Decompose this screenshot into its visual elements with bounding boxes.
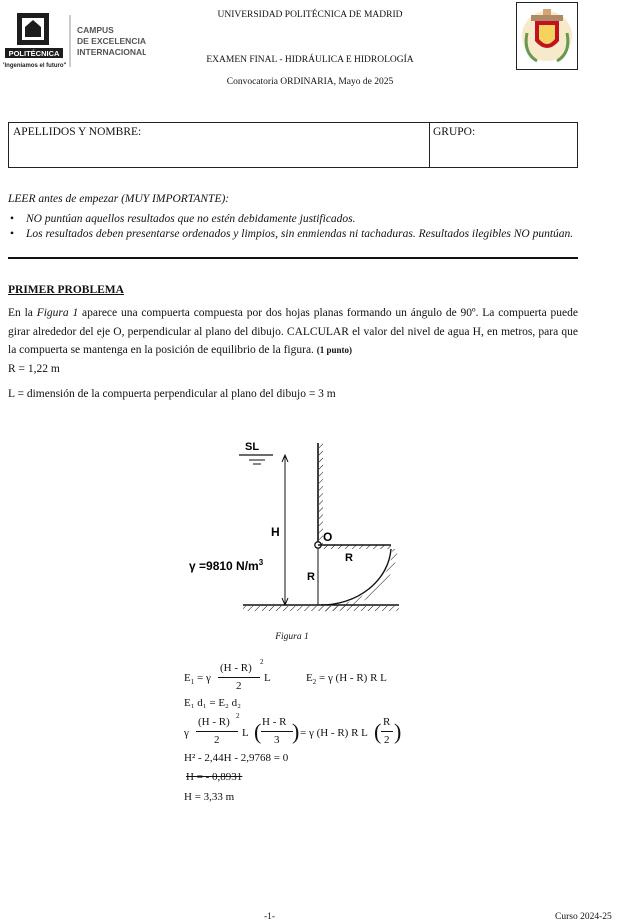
- instructions-list: [8, 212, 578, 242]
- figure-caption: Figura 1: [275, 632, 309, 642]
- h-label: H: [271, 525, 280, 539]
- l-value: L = dimensión de la compuerta perpendicular al plano del dibujo = 3 m: [8, 388, 336, 400]
- sl-label: SL: [245, 441, 260, 453]
- r-vertical-label: R: [307, 571, 315, 583]
- problem-statement: En la Figura 1 aparece una compuerta compuesta por dos hojas planas formando un ángulo de 90º. La compuerta puede girar alrededor del eje O, perpendicular al plano del dibujo. CALCULAR el valor del nivel de agua H, en metros, para que la compuerta se mantenga en la posición de equilibrio de la figura. (1 punto): [8, 307, 579, 356]
- equation-quadratic: H² - 2,44H - 2,9768 = 0: [184, 752, 289, 764]
- gate-figure: [185, 433, 400, 618]
- course-label: Curso 2024-25: [555, 912, 612, 922]
- exam-session: Convocatoria ORDINARIA, Mayo de 2025: [226, 77, 394, 87]
- r-value: R = 1,22 m: [8, 363, 60, 375]
- o-label: O: [323, 530, 333, 544]
- points: (1 punto): [316, 345, 353, 355]
- equation-moment: E₁ d₁ = E₂ d₂: [184, 697, 241, 709]
- figure-reference: Figura 1: [36, 307, 79, 319]
- instruction-item: • Los resultados deben presentarse ordenados y limpios, sin enmiendas ni tachaduras. Resultados ilegibles NO puntúan.: [8, 227, 578, 242]
- logo-brand: POLITÉCNICA: [8, 49, 60, 58]
- logo-line-2: DE EXCELENCIA: [77, 36, 146, 46]
- school-seal: [516, 2, 578, 70]
- student-info-box: [8, 122, 578, 168]
- logo-slogan: "Ingeniamos el futuro": [3, 63, 67, 69]
- exam-title: EXAMEN FINAL - HIDRÁULICA E HIDROLOGÍA: [206, 55, 414, 65]
- instruction-item: • NO puntúan aquellos resultados que no estén debidamente justificados.: [8, 212, 578, 227]
- name-label: APELLIDOS Y NOMBRE:: [13, 126, 142, 138]
- gamma-label: γ =9810 $N/m^3$: [189, 558, 264, 573]
- r-horizontal-label: R: [345, 552, 353, 564]
- upm-logo: [3, 13, 146, 69]
- group-label: GRUPO:: [433, 126, 476, 138]
- instructions-title: LEER antes de empezar (MUY IMPORTANTE):: [8, 193, 230, 205]
- problem-title: PRIMER PROBLEMA: [8, 284, 124, 296]
- final-result: H = 3,33 m: [184, 791, 235, 803]
- equation-e1: $E_1 = \gamma$ (H - R) 2 2 L: [184, 658, 271, 692]
- discarded-root: H = - 0,8931: [186, 771, 243, 783]
- divider: [8, 257, 578, 259]
- logo-line-3: INTERNACIONAL: [77, 47, 146, 57]
- logo-line-1: CAMPUS: [77, 25, 114, 35]
- university-name: UNIVERSIDAD POLITÉCNICA DE MADRID: [217, 10, 403, 20]
- equation-balance: γ (H - R) 2 2 L ( H - R 3 ) = γ (H - R) R L ( R 2 ): [184, 712, 402, 746]
- page-number: -1-: [264, 912, 276, 922]
- equation-e2: $E_2 = \gamma$ (H - R) R L: [306, 672, 387, 687]
